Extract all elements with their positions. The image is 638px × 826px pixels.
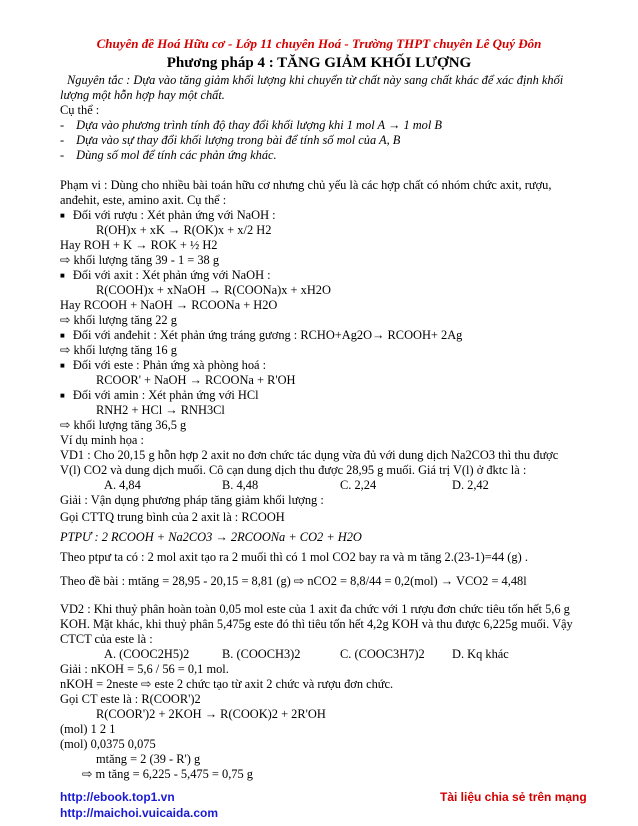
amine-bullet: ■ Đối với amin : Xét phản ứng với HCl: [60, 388, 259, 404]
alcohol-equation: R(OH)x + xK → R(OK)x + x/2 H2: [96, 223, 272, 237]
page-header: Chuyên đề Hoá Hữu cơ - Lớp 11 chuyên Hoá - Trường THPT chuyên Lê Quý Đôn: [96, 36, 542, 51]
footer-link-ebook[interactable]: http://ebook.top1.vn: [60, 790, 175, 804]
principle-line-1: Nguyên tắc : Dựa vào tăng giảm khối lượng khi chuyển từ chất này sang chất khác để xác định khối: [67, 73, 564, 87]
ex2-mass-increase: mtăng = 2 (39 - R') g: [96, 752, 201, 766]
acid-equation: R(COOH)x + xNaOH → R(COONa)x + xH2O: [96, 283, 331, 297]
footer-note: Tài liệu chia sẻ trên mạng: [440, 790, 587, 804]
footer-link-maichoi[interactable]: http://maichoi.vuicaida.com: [60, 806, 219, 820]
aldehyde-bullet: ■ Đối với anđehit : Xét phản ứng tráng gương : RCHO+Ag2O→ RCOOH+ 2Ag: [60, 328, 462, 344]
aldehyde-increase: ⇨ khối lượng tăng 16 g: [60, 343, 177, 357]
ex2-line-1: VD2 : Khi thuỷ phân hoàn toàn 0,05 mol este của 1 axit đa chức với 1 rượu đơn chức tiêu tốn hết 5,6 g: [60, 602, 570, 616]
scope-line-1: Phạm vi : Dùng cho nhiều bài toán hữu cơ nhưng chủ yếu là các hợp chất có nhóm chức axit, rượu,: [60, 178, 552, 192]
ester-bullet: ■ Đối với este : Phản ứng xà phòng hoá :: [60, 358, 266, 374]
ex2-solution-1: Giải : nKOH = 5,6 / 56 = 0,1 mol.: [60, 662, 229, 676]
ex2-option-d: D. Kq khác: [452, 647, 509, 661]
ex2-mass-calc: ⇨ m tăng = 6,225 - 5,475 = 0,75 g: [82, 767, 253, 781]
ex1-option-a: A. 4,84: [104, 478, 141, 492]
ex1-option-b: B. 4,48: [222, 478, 259, 492]
ex2-mol-row-2: (mol) 0,0375 0,075: [60, 737, 156, 751]
amine-increase: ⇨ khối lượng tăng 36,5 g: [60, 418, 187, 432]
alcohol-increase: ⇨ khối lượng tăng 39 - 1 = 38 g: [60, 253, 220, 267]
page-title: Phương pháp 4 : TĂNG GIẢM KHỐI LƯỢNG: [166, 55, 472, 71]
rule-3: - Dùng số mol để tính các phản ứng khác.: [60, 148, 277, 163]
ex2-line-2: KOH. Mặt khác, khi thuỷ phân 5,475g este đó thì tiêu tốn hết 4,2g KOH và thu được 6,225g muối. Vậy: [60, 617, 573, 631]
alcohol-equation-2: Hay ROH + K → ROK + ½ H2: [60, 238, 218, 252]
ex1-general-formula: Gọi CTTQ trung bình của 2 axit là : RCOOH: [60, 510, 285, 524]
ex2-mol-row-1: (mol) 1 2 1: [60, 722, 116, 736]
acid-bullet: ■ Đối với axit : Xét phản ứng với NaOH :: [60, 268, 271, 284]
ex2-reaction: R(COOR')2 + 2KOH → R(COOK)2 + 2R'OH: [96, 707, 326, 721]
rule-1: - Dựa vào phương trình tính độ thay đổi khối lượng khi 1 mol A → 1 mol B: [60, 118, 442, 133]
amine-equation: RNH2 + HCl → RNH3Cl: [96, 403, 225, 417]
ester-equation: RCOOR' + NaOH → RCOONa + R'OH: [96, 373, 296, 387]
ex2-solution-2: nKOH = 2neste ⇨ este 2 chức tạo từ axit 2 chức và rượu đơn chức.: [60, 677, 394, 691]
alcohol-bullet: ■ Đối với rượu : Xét phản ứng với NaOH :: [60, 208, 276, 224]
ex1-solution-label: Giải : Vận dụng phương pháp tăng giảm khối lượng :: [60, 493, 324, 507]
ex2-option-b: B. (COOCH3)2: [222, 647, 301, 661]
ex1-option-d: D. 2,42: [452, 478, 489, 492]
ex1-option-c: C. 2,24: [340, 478, 377, 492]
ex1-reaction: PTPƯ : 2 RCOOH + Na2CO3 → 2RCOONa + CO2 + H2O: [60, 530, 362, 544]
principle-line-2: lượng một hỗn hợp hay một chất.: [60, 88, 225, 102]
acid-equation-2: Hay RCOOH + NaOH → RCOONa + H2O: [60, 298, 278, 312]
ex2-solution-3: Gọi CT este là : R(COOR')2: [60, 692, 201, 706]
scope-line-2: anđehit, este, amino axit. Cụ thể :: [60, 193, 227, 207]
examples-label: Ví dụ minh họa :: [60, 433, 144, 447]
ex2-line-3: CTCT của este là :: [60, 632, 153, 646]
ex1-line-1: VD1 : Cho 20,15 g hỗn hợp 2 axit no đơn chức tác dụng vừa đủ với dung dịch Na2CO3 thì thu được: [60, 448, 559, 462]
acid-increase: ⇨ khối lượng tăng 22 g: [60, 313, 177, 327]
specifics-label: Cụ thể :: [60, 103, 100, 117]
ex2-option-c: C. (COOC3H7)2: [340, 647, 425, 661]
ex1-reasoning: Theo ptpư ta có : 2 mol axit tạo ra 2 muối thì có 1 mol CO2 bay ra và m tăng 2.(23-1)=44 (g) .: [60, 550, 528, 564]
ex1-line-2: V(l) CO2 và dung dịch muối. Cô cạn dung dịch thu được 28,95 g muối. Giá trị V(l) ở đktc là :: [60, 463, 527, 477]
rule-2: - Dựa vào sự thay đổi khối lượng trong bài để tính số mol của A, B: [60, 133, 400, 148]
ex1-calculation: Theo đề bài : mtăng = 28,95 - 20,15 = 8,81 (g) ⇨ nCO2 = 8,8/44 = 0,2(mol) → VCO2 = 4,48l: [60, 574, 527, 588]
ex2-option-a: A. (COOC2H5)2: [104, 647, 190, 661]
